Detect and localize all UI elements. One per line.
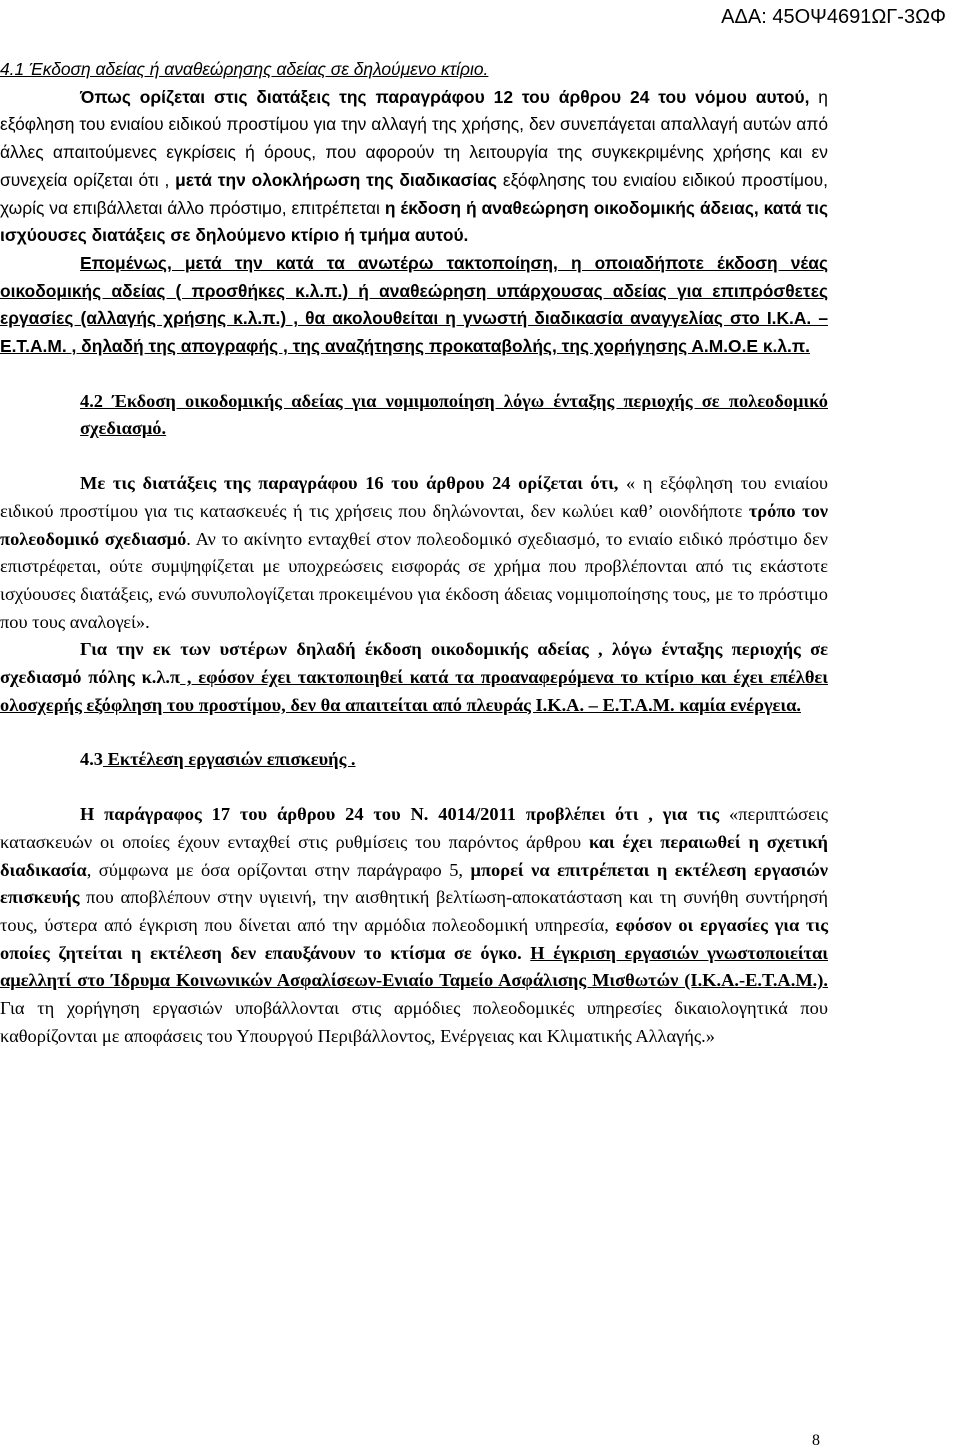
emphasis-repairs: μπορεί να επιτρέπεται η εκτέλεση εργασιών επισκευής — [0, 859, 828, 908]
section-number: 4.3 — [80, 749, 103, 770]
section-4-1-title: 4.1 Έκδοση αδείας ή αναθεώρησης αδείας σε δηλούμενο κτίριο. — [0, 59, 489, 79]
law-reference: Η παράγραφος 17 του άρθρου 24 του Ν. 4014/2011 προβλέπει ότι , για τις — [80, 804, 720, 825]
emphasis-procedure: και έχει περαιωθεί η σχετική διαδικασία — [0, 831, 828, 880]
emphasis-permit: η έκδοση ή αναθεώρηση οικοδομικής άδειας, κατά τις ισχύουσες διατάξεις σε δηλούμενο κτίριο ή τμήμα αυτού. — [0, 197, 828, 246]
emphasis-completion: μετά την ολοκλήρωση της διαδικασίας — [175, 169, 498, 190]
section-4-3-title — [0, 746, 828, 774]
law-reference: Όπως ορίζεται στις διατάξεις της παραγράφου 12 του άρθρου 24 του νόμου αυτού, — [80, 86, 810, 107]
section-4-2-paragraph-2 — [0, 636, 828, 719]
emphasis-planning: τρόπο τον πολεοδομικό σχεδιασμό — [0, 500, 828, 549]
text-run: « η εξόφληση του ενιαίου ειδικού προστίμου για τις κατασκευές ή τις χρήσεις που δηλώνονται, δεν κωλύει καθ’ οιονδήποτε — [0, 473, 828, 521]
law-reference: Με τις διατάξεις της παραγράφου 16 του άρθρου 24 ορίζεται ότι, — [80, 473, 619, 494]
section-title-text: 2 Έκδοση οικοδομικής αδείας για νομιμοποίηση λόγω ένταξης περιοχής σε πολεοδομικό σχεδιασμό. — [80, 390, 828, 439]
emphasis-no-action: , εφόσον έχει τακτοποιηθεί κατά τα προαναφερόμενα το κτίριο και έχει επέλθει ολοσχερής εξόφληση του προστίμου, δεν θα απαιτείται από πλευράς Ι.Κ.Α. – Ε.Τ.Α.Μ. καμία ενέργεια. — [0, 667, 828, 715]
section-4-1-paragraph-1 — [0, 84, 828, 250]
text-run: που αποβλέπουν στην υγιεινή, την αισθητική βελτίωση-αποκατάσταση και τη συνήθη συντήρησή τους, ύστερα από έγκριση που δίνεται από την αρμόδια πολεοδομική υπηρεσία, — [0, 887, 828, 935]
text-run: «περιπτώσεις κατασκευών οι οποίες έχουν ενταχθεί στις ρυθμίσεις του παρόντος άρθρου — [0, 804, 828, 852]
section-4-1-paragraph-2: Επομένως, μετά την κατά τα ανωτέρω τακτοποίηση, η οποιαδήποτε έκδοση νέας οικοδομικής αδείας ( προσθήκες κ.λ.π.) ή αναθεώρηση υπάρχουσας αδείας για επιπρόσθετες εργασίες (αλλαγής χρήσης κ.λ.π.) , θα ακολουθείται η γνωστή διαδικασία αναγγελίας στο Ι.Κ.Α. – Ε.Τ.Α.Μ. , δηλαδή της απογραφής , της αναζήτησης προκαταβολής, της χορήγησης Α.Μ.Ο.Ε κ.λ.π. — [0, 252, 828, 357]
ada-code: ΑΔΑ: 45ΟΨ4691ΩΓ-3ΩΦ — [721, 6, 946, 28]
text-run: η εξόφληση του ενιαίου ειδικού προστίμου για την αλλαγή της χρήσης, δεν συνεπάγεται απαλλαγή αυτών από άλλες απαιτούμενες εγκρίσεις ή όρους, που αφορούν τη λειτουργία της συγκεκριμένης χρήσης και εν συνεχεία ορίζεται ότι , — [0, 86, 828, 190]
section-4-2-title — [0, 388, 828, 443]
section-number: 4. — [80, 390, 94, 411]
document-body — [0, 56, 828, 1051]
emphasis-volume: εφόσον οι εργασίες για τις οποίες ζητείται η εκτέλεση δεν επαυξάνουν το κτίσμα σε όγκο. — [0, 914, 828, 963]
text-run — [522, 943, 531, 963]
text-run: . Αν το ακίνητο ενταχθεί στον πολεοδομικό σχεδιασμό, το ενιαίο ειδικό πρόστιμο δεν επιστρέφεται, ούτε συμψηφίζεται με υποχρεώσεις εισφοράς σε χρήμα που προβλέπονται από τις εκάστοτε ισχύουσες διατάξεις, ενώ συνυπολογίζεται προκειμένου για έκδοση άδειας νομιμοποίησης τους, με το πρόστιμο που τους αναλογεί». — [0, 528, 828, 632]
emphasis-ika-notice: Η έγκριση εργασιών γνωστοποιείται αμελλητί στο Ίδρυμα Κοινωνικών Ασφαλίσεων-Ενιαίο Ταμείο Ασφάλισης Μισθωτών (Ι.Κ.Α.-Ε.Τ.Α.Μ.). — [0, 942, 828, 991]
text-run: εξόφλησης του ενιαίου ειδικού προστίμου, χωρίς να επιβάλλεται άλλο πρόστιμο, επιτρέπεται — [0, 169, 829, 218]
page-number: 8 — [812, 1432, 820, 1449]
section-4-3-paragraph-1 — [0, 801, 828, 1050]
section-4-2-paragraph-1 — [0, 470, 828, 636]
text-run: Για την εκ των υστέρων δηλαδή έκδοση οικοδομικής αδείας , λόγω ένταξης περιοχής σε σχεδιασμό πόλης κ.λ.π — [0, 639, 828, 688]
text-run: , σύμφωνα με όσα ορίζονται στην παράγραφο 5, — [86, 859, 471, 880]
text-run: Για τη χορήγηση εργασιών υποβάλλονται στις αρμόδιες πολεοδομικές υπηρεσίες δικαιολογητικά που καθορίζονται με αποφάσεις του Υπουργού Περιβάλλοντος, Ενέργειας και Κλιματικής Αλλαγής.» — [0, 998, 828, 1046]
section-title-text: Εκτέλεση εργασιών επισκευής . — [103, 749, 356, 770]
